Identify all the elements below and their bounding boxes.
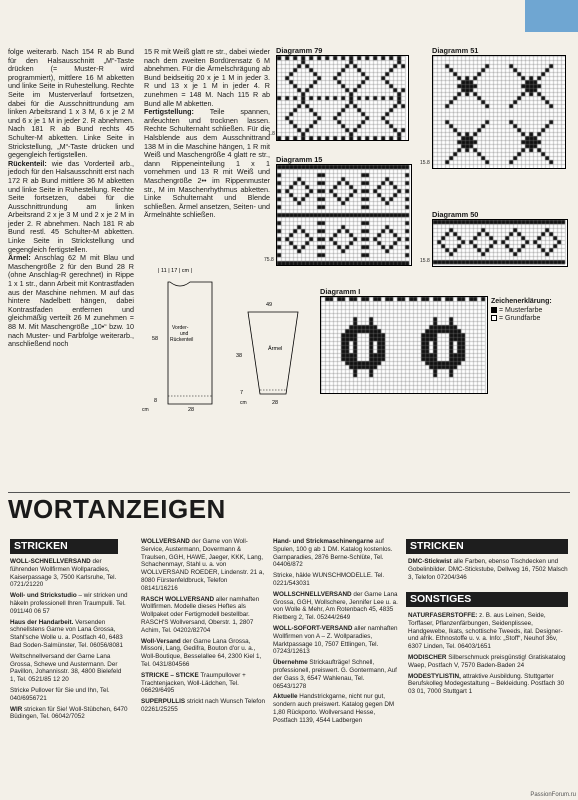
diagram-15-number: 75.8 <box>264 257 274 263</box>
black-swatch-icon <box>491 307 497 313</box>
ad-col3-head-2: WOLLSCHNELLVERSAND <box>273 590 352 598</box>
column2-paragraph-1: Fertigstellung: Teile spannen, anfeuchten und trocknen lassen. Rechte Schulternaht schließen. Für die Halsblende aus dem Ausschnittrand 138 M in die Maschine hängen, 1 R mit Weiß und Maschengröße 4 glatt re str., dann Rippeneinteilung 1 x 1 vornehmen und 13 R mit Weiß und Maschengröße 2•• im Rippenmuster str., M im Maschenrhythmus abketten. Linke Schulternaht und Blende schließen. Ärmel ansetzen, Seiten- und Ärmelnähte schließen. <box>144 107 270 220</box>
column2-paragraph-head-1: Fertigstellung: <box>144 107 194 117</box>
dim-28-front: 28 <box>188 407 195 412</box>
page-headline: WORTANZEIGEN <box>8 494 226 524</box>
ad-col3-head-0: Hand- und Strickmaschinengarne <box>273 538 374 545</box>
column1-paragraph-2: Ärmel: Anschlag 62 M mit Blau und Maschengröße 2 für den Bund 28 R (ohne Anschlag-R gerechnet) in Rippe 1 x 1 str., dann Arbeit mit Kontrastfaden aus der Maschine nehmen. M auf das hintere Nadelbett hängen, dabei Kontrastfaden entfernen und gleichmäßig verteilt 26 M zunehmen = 88 M. Mit Maschengröße „10•“ bzw. 10 nach Muster- und Farbfolge weiterarb., anschließend noch <box>8 253 134 349</box>
diagram-79-number: 1.8 <box>268 131 275 137</box>
diagram-50-grid <box>432 219 568 267</box>
ad-col1-head-1: Woll- und Strickstudio <box>10 592 77 600</box>
ad-col4a-0: DMC-Stickwist alle Farben, ebenso Tischdecken und Gobelinbilder. DMC-Stickstube, Dellweg 16, 7502 Malsch 3, Telefon 07204/346 <box>408 558 568 581</box>
ad-col4b-head-2: MODESTYLISTIN, <box>408 672 461 680</box>
dim-8: 8 <box>154 398 158 404</box>
diagram-I <box>320 287 488 394</box>
ad-col1-4: Stricke Pullover für Sie und Ihn, Tel. 040/6956721 <box>10 686 110 702</box>
diagram-50-number: 15.8 <box>420 258 430 264</box>
watermark-footer: PassionForum.ru <box>530 792 576 798</box>
column1-paragraph-head-2: Ärmel: <box>8 253 31 263</box>
ads-column-2 <box>141 538 265 717</box>
front-back-label-2: und <box>180 331 189 337</box>
sleeve-outline <box>248 312 298 394</box>
ad-col1-1: Woll- und Strickstudio – wir stricken und häkeln professionell Ihren Traumpulli. Tel. 0911/40 06 57 <box>10 592 128 615</box>
front-back-label-3: Rückenteil <box>170 337 194 343</box>
section-header-stricken-2: STRICKEN <box>406 539 568 554</box>
legend-item-base-label: = Grundfarbe <box>499 315 541 323</box>
ads-column-1 <box>10 558 128 724</box>
front-back-piece-outline <box>168 282 212 404</box>
diagram-I-grid <box>320 296 488 394</box>
diagram-15-grid <box>276 164 412 266</box>
ad-col3-head-4: Übernehme <box>273 659 308 667</box>
ad-col3-3: WOLL-SOFORT-VERSAND aller namhaften Wollfirmen von A – Z. Wollparadies, Marktpassage 10, 7507 Ettlingen, Tel. 07243/12613 <box>273 624 398 656</box>
instructions-column-2 <box>144 48 270 220</box>
column2-paragraph-0: 15 R mit Weiß glatt re str., dabei wieder nach dem zweiten Bordürensatz 6 M abnehmen. Für die Ärmelschrägung ab Bund beidseitig 20 x je 1 M in jeder 3. R und 13 x je 1 M in jeder 4. R zunehmen = 148 M. Nach 115 R ab Bund alle M abketten. <box>144 47 270 108</box>
column1-paragraph-1: Rückenteil: wie das Vorderteil arb., jedoch für den Halsausschnitt erst nach 172 R ab Bund mittlere 36 M abketten und linke Seite in Ruhestellung. Rechte Seite fortsetzen, dabei für die Ausschnittrundung am linken Arbeitsrand 2 x je 3 M und 2 x je 2 M in jeder 2. R abnehmen. Nach 181 R ab Bund restl. 45 Schulter-M abketten. Linke Seite in Strickstellung und gegengleich fertigstellen. <box>8 158 134 254</box>
ad-col1-head-2: Haus der Handarbeit. <box>10 618 74 626</box>
dim-49: 49 <box>266 302 273 308</box>
ad-col1-head-5: WIR <box>10 705 23 713</box>
white-swatch-icon <box>491 315 497 321</box>
front-back-label-1: Vorder- <box>172 325 189 331</box>
ad-col2-head-0: WOLLVERSAND <box>141 538 190 545</box>
legend-item-pattern <box>491 307 552 316</box>
ad-col2-head-4: SUPERPULLIS <box>141 698 186 706</box>
diagram-51-number: 15.8 <box>420 160 430 166</box>
ad-col2-1: RASCH WOLLVERSAND aller namhaften Wollfirmen. Modelle dieses Heftes als Wollpaket oder Fertigmodell bestellbar. RASCH'S Wollversand, Oberstr. 1, 2807 Achim, Tel. 04202/82704 <box>141 595 260 634</box>
ad-col4b-0: NATURFASERSTOFFE: z. B. aus Leinen, Seide, Torffaser, Pflanzenfärbungen, Seidenplissee, Handgewebe, Ikats, schottische Tweeds, ital. Designer- und afrik. Ethnostoffe u. v. a. Info: „Stoff“, Neuhof 36v, 6307 Linden, Tel. 06403/1651 <box>408 612 563 651</box>
dim-38: 38 <box>236 353 243 359</box>
diagram-15-title: Diagramm 15 <box>276 155 323 164</box>
ad-col3-5: Aktuelle Handstrickgarne, nicht nur gut, sondern auch preiswert. Katalog gegen DM 1,80 Rückporto. Wollversand Hesse, Postfach 1139, 4544 Ladbergen <box>273 693 395 724</box>
legend-item-pattern-label: = Musterfarbe <box>499 306 543 314</box>
ad-col2-head-1: RASCH WOLLVERSAND <box>141 595 214 603</box>
ad-col3-head-3: WOLL-SOFORT-VERSAND <box>273 624 353 632</box>
ad-col4b-head-0: NATURFASERSTOFFE: <box>408 612 478 619</box>
diagram-79-grid <box>276 55 409 141</box>
ad-col3-0: Hand- und Strickmaschinengarne auf Spulen, 100 g ab 1 DM. Katalog kostenlos. Garnparadies, 2876 Berne-Schlüte, Tel. 04406/872 <box>273 538 393 569</box>
ad-col4a-head-0: DMC-Stickwist <box>408 558 452 565</box>
dim-58: 58 <box>152 336 159 342</box>
legend-title: Zeichenerklärung: <box>491 298 552 305</box>
diagram-51 <box>420 46 566 169</box>
ad-col3-1: Stricke, häkle WUNSCHMODELLE. Tel. 0221/543031 <box>273 572 385 587</box>
ads-column-3 <box>273 538 399 728</box>
ad-col2-head-2: Woll-Versand <box>141 637 181 645</box>
ad-col1-5: WIR stricken für Sie! Woll-Stübchen, 6470 Büdingen, Tel. 06042/7052 <box>10 705 128 721</box>
legend-item-base <box>491 315 552 324</box>
ad-col1-0: WOLL-SCHNELLVERSAND der führenden Wollfirmen Wollparadies, Kaiserpassage 3, 7500 Karlsruhe, Tel. 0721/21220 <box>10 558 117 589</box>
ad-col4b-2: MODESTYLISTIN, attraktive Ausbildung. Stuttgarter Berufskolleg Modegestaltung – Bekleidung. Postfach 30 03 01, 7000 Stuttgart 1 <box>408 672 565 696</box>
column1-paragraph-0: folge weiterarb. Nach 154 R ab Bund für den Halsausschnitt „M“-Taste drücken (= Muster-R wird programmiert), mittlere 16 M abketten und linke Seite in Ruhestellung. Rechte Seite im Musterverlauf fortsetzen, dabei für die Ausschnittrundung am linken Arbeitsrand 1 x 3 M, 6 x je 2 M und 6 x je 1 M in jeder 2. R abnehmen. Nach 181 R ab Bund rechts 45 Schulter-M abketten. Linke Seite in Strickstellung, „M“-Taste drücken und gegengleich fertigstellen. <box>8 47 134 160</box>
diagram-15 <box>264 155 412 266</box>
ad-col1-head-0: WOLL-SCHNELLVERSAND <box>10 558 91 565</box>
sleeve-label: Ärmel <box>268 346 283 352</box>
column1-paragraph-head-1: Rückenteil: <box>8 158 47 168</box>
diagram-I-title: Diagramm I <box>320 287 361 296</box>
ad-col2-2: Woll-Versand der Garne Lana Grossa, Missoni, Lang, Gedifra, Bouton d'or u. a., Woll-Boutique, Besselallee 64, 2300 Kiel 1, Tel. 0431/804566 <box>141 637 262 668</box>
ad-col4b-1: MODISCHER Silberschmuck preisgünstig! Gratiskatalog Waep, Postfach V, 7570 Baden-Baden 24 <box>408 653 566 669</box>
ads-column-4-top <box>408 558 568 584</box>
diagram-79-title: Diagramm 79 <box>276 46 323 55</box>
instructions-column-1 <box>8 48 134 349</box>
diagram-79 <box>268 46 409 141</box>
diagram-50 <box>420 210 568 267</box>
ad-col3-4: Übernehme Strickaufträge! Schnell, professionell, preiswert. G. Gontermann, Auf der Gass 3, 6547 Wahlenau, Tel. 06543/1278 <box>273 659 397 690</box>
section-header-sonstiges: SONSTIGES <box>406 592 568 607</box>
section-header-stricken: STRICKEN <box>10 539 118 554</box>
ad-col1-3: Weltschnellversand der Garne Lana Grossa, Schewe und Austermann. Der Pavillon, Johannisstr. 38, 4800 Bielefeld 1, Tel. 0521/85 12 20 <box>10 652 122 684</box>
ad-col3-head-5: Aktuelle <box>273 693 298 701</box>
section-divider <box>8 492 570 493</box>
ad-col1-2: Haus der Handarbeit. Versenden schnellstens Garne von Lana Grossa, Stahl'sche Wolle u. a. Postfach 40, 6483 Bad Soden-Salmünster, Tel. 06056/8081 <box>10 618 123 649</box>
diagram-51-title: Diagramm 51 <box>432 46 479 55</box>
ad-col3-2: WOLLSCHNELLVERSAND der Garne Lana Grossa, GGH, Wollschere, Jennifer Lee u. a. von Wolle & Mehr, Am Rotenbach 45, 4835 Rietberg 2, Tel. 05244/2649 <box>273 590 398 622</box>
ad-col2-4: SUPERPULLIS strickt nach Wunsch Telefon 02261/25255 <box>141 698 266 713</box>
ad-col4b-head-1: MODISCHER <box>408 653 447 661</box>
cm-unit-front: cm <box>142 407 149 412</box>
schematic-top-dims: | 11 | 17 | cm | <box>158 268 193 274</box>
legend <box>491 298 552 324</box>
ad-col2-head-3: STRICKE – STICKE <box>141 671 199 679</box>
ad-col2-0: WOLLVERSAND der Garne von Woll-Service, Austermann, Dovermann & Traulsen, GGH, HAWE, Jaeger, KKK, Lang, Schachenmayr, Stahl u. a. von WOLLVERSAND ROEDER, Lindenstr. 21 a, 8080 Fürstenfeldbruck, Telefon 08141/16216 <box>141 538 265 592</box>
blue-corner-strip <box>525 0 578 32</box>
ads-column-4-bottom <box>408 612 568 699</box>
dim-28-sleeve: 28 <box>272 400 279 406</box>
diagram-51-grid <box>432 55 566 169</box>
ad-col2-3: STRICKE – STICKE Traumpullover + Trachtenjacken, Woll-Lädchen, Tel. 06629/6495 <box>141 671 246 695</box>
dim-7: 7 <box>240 390 244 396</box>
garment-schematic <box>140 262 308 412</box>
diagram-50-title: Diagramm 50 <box>432 210 479 219</box>
cm-unit-sleeve: cm <box>240 400 247 406</box>
